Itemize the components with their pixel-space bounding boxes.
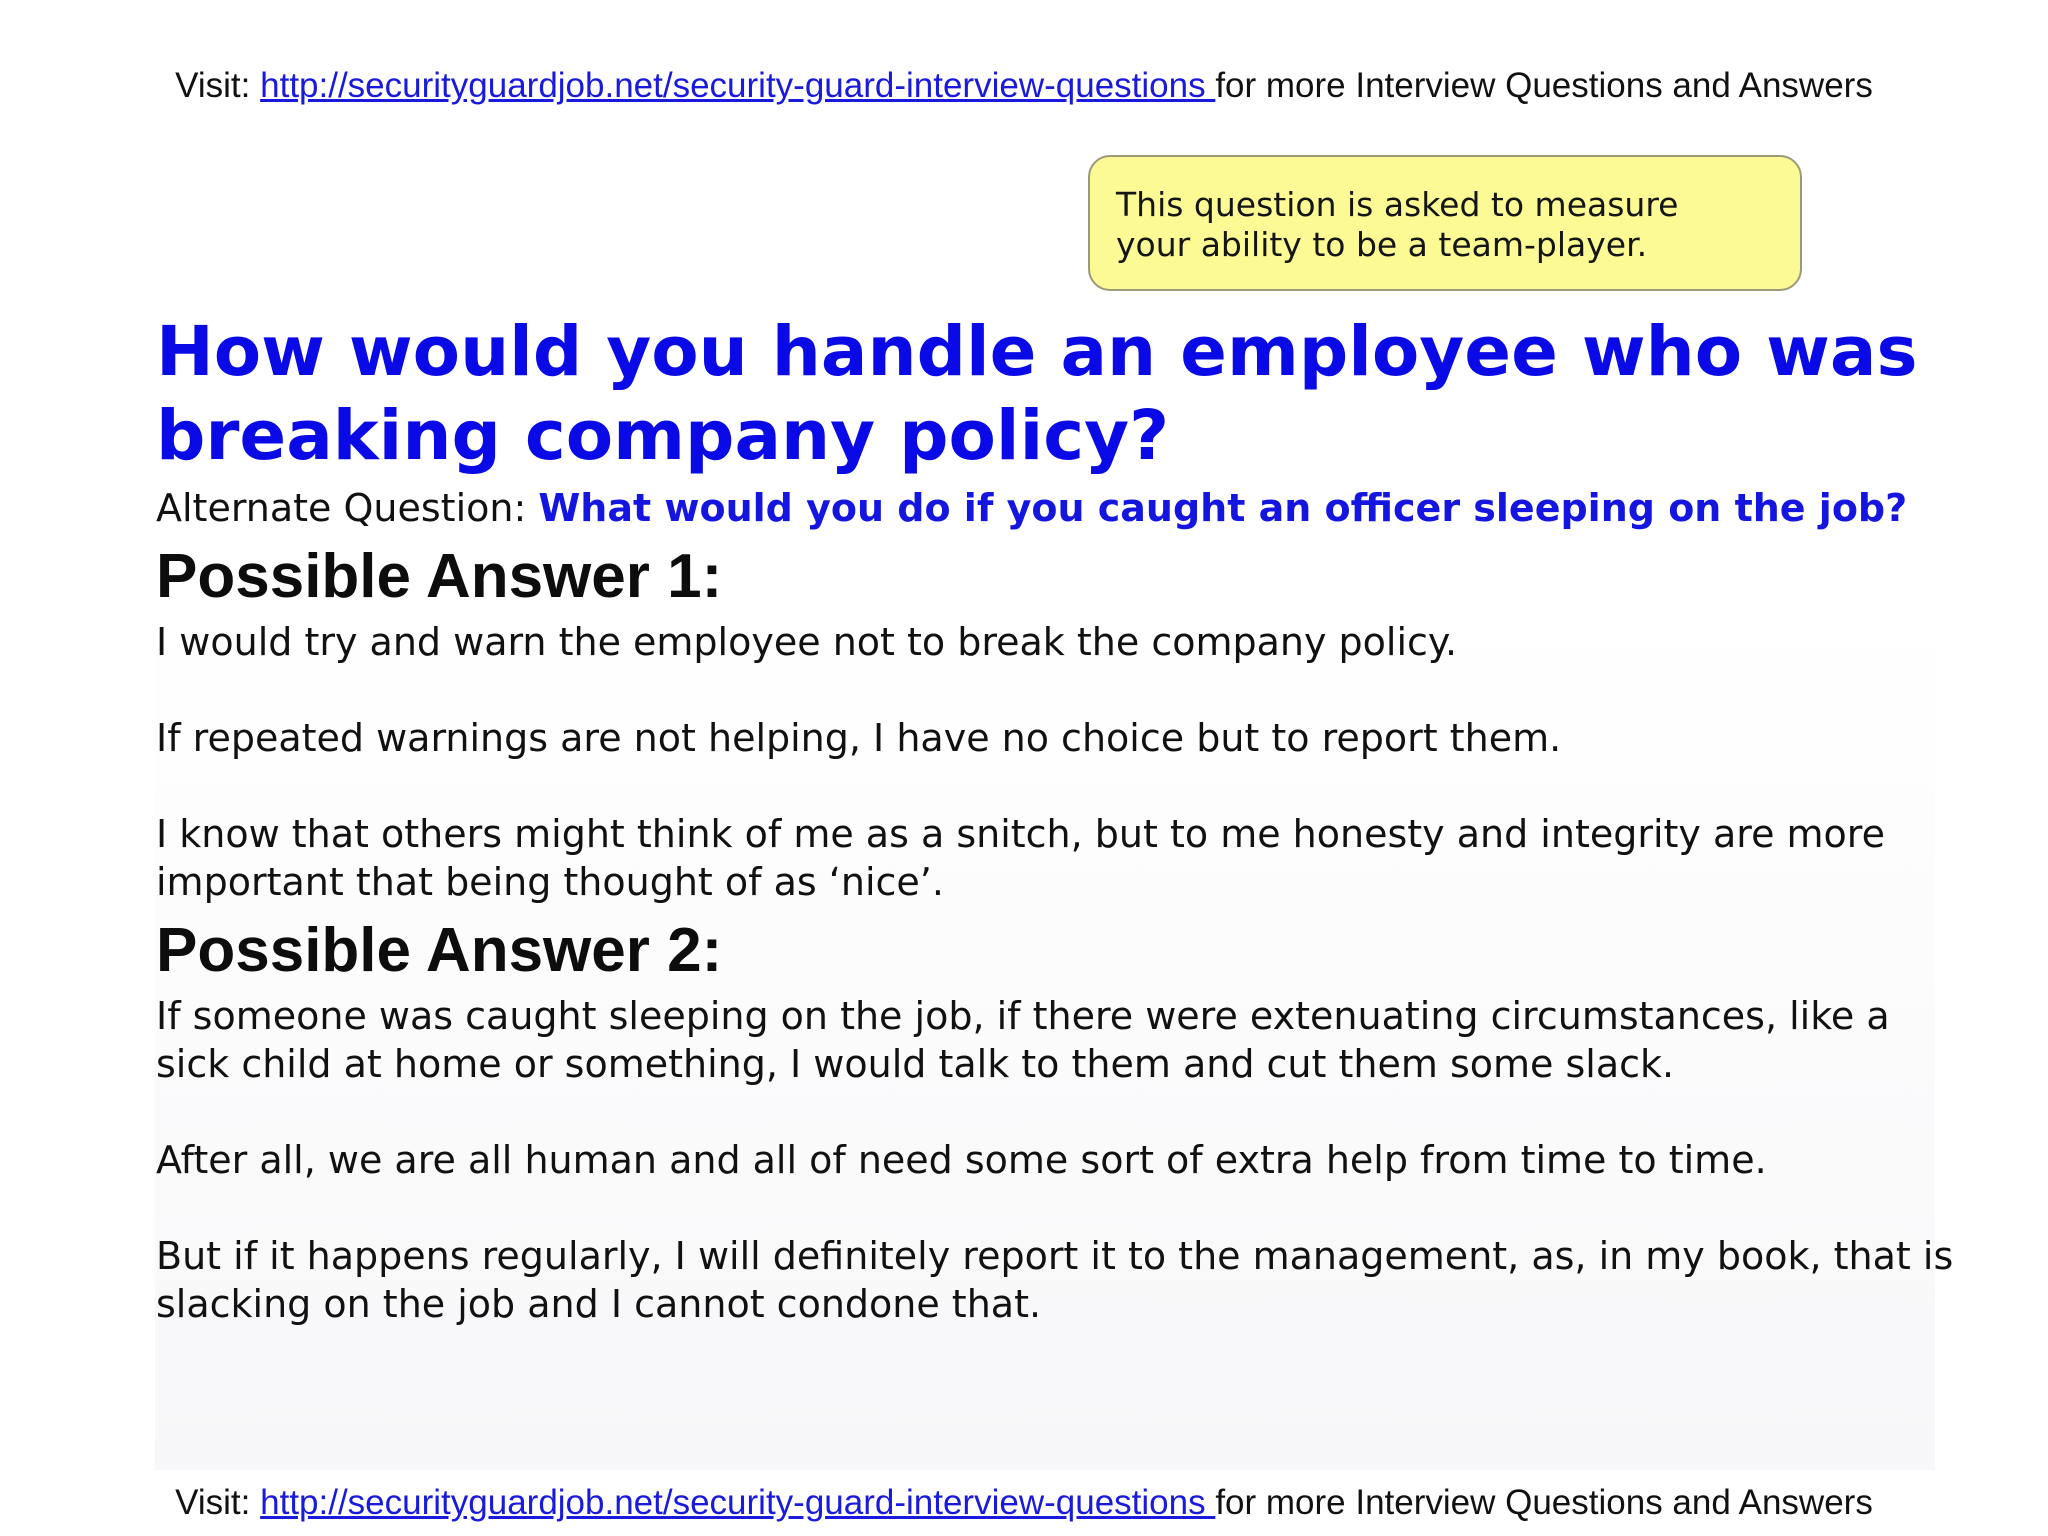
footer-site-link[interactable]: http://securityguardjob.net/security-guard-interview-questions <box>260 1483 1216 1522</box>
spacer <box>156 762 1956 810</box>
footer-visit-prefix: Visit: <box>175 1483 251 1522</box>
tip-callout-line-2: your ability to be a team-player. <box>1116 225 1648 264</box>
answer-1-paragraph-2: If repeated warnings are not helping, I have no choice but to report them. <box>156 716 1562 760</box>
header-visit-suffix: for more Interview Questions and Answers <box>1215 66 1873 105</box>
spacer <box>156 1088 1956 1136</box>
footer-visit-line <box>0 1483 2048 1523</box>
answer-2-heading: Possible Answer 2: <box>156 916 723 985</box>
tip-callout-line-1: This question is asked to measure <box>1116 185 1679 224</box>
answer-2-paragraph-2: After all, we are all human and all of need some sort of extra help from time to time. <box>156 1138 1767 1182</box>
spacer <box>156 1184 1956 1232</box>
answer-1-paragraph-1: I would try and warn the employee not to break the company policy. <box>156 620 1458 664</box>
answer-2-paragraph-3: But if it happens regularly, I will definitely report it to the management, as, in my book, that is slacking on the job and I cannot condone that. <box>156 1234 1954 1326</box>
header-site-link[interactable]: http://securityguardjob.net/security-guard-interview-questions <box>260 66 1216 105</box>
main-content <box>156 310 1956 1328</box>
alternate-question <box>156 484 1956 532</box>
header-visit-line <box>0 66 2048 106</box>
alternate-question-label: Alternate Question: <box>156 486 527 530</box>
tip-callout-text <box>1116 185 1678 265</box>
alternate-question-text: What would you do if you caught an officer sleeping on the job? <box>538 486 1908 530</box>
answer-1-paragraph-3: I know that others might think of me as a snitch, but to me honesty and integrity are more important that being thought of as ‘nice’. <box>156 812 1885 904</box>
tip-callout <box>1088 155 1802 291</box>
footer-visit-suffix: for more Interview Questions and Answers <box>1215 1483 1873 1522</box>
spacer <box>156 666 1956 714</box>
answer-1-heading: Possible Answer 1: <box>156 542 723 611</box>
header-visit-prefix: Visit: <box>175 66 251 105</box>
question-title: How would you handle an employee who was breaking company policy? <box>156 312 1918 476</box>
answer-2-paragraph-1: If someone was caught sleeping on the job, if there were extenuating circumstances, like a sick child at home or something, I would talk to them and cut them some slack. <box>156 994 1890 1086</box>
